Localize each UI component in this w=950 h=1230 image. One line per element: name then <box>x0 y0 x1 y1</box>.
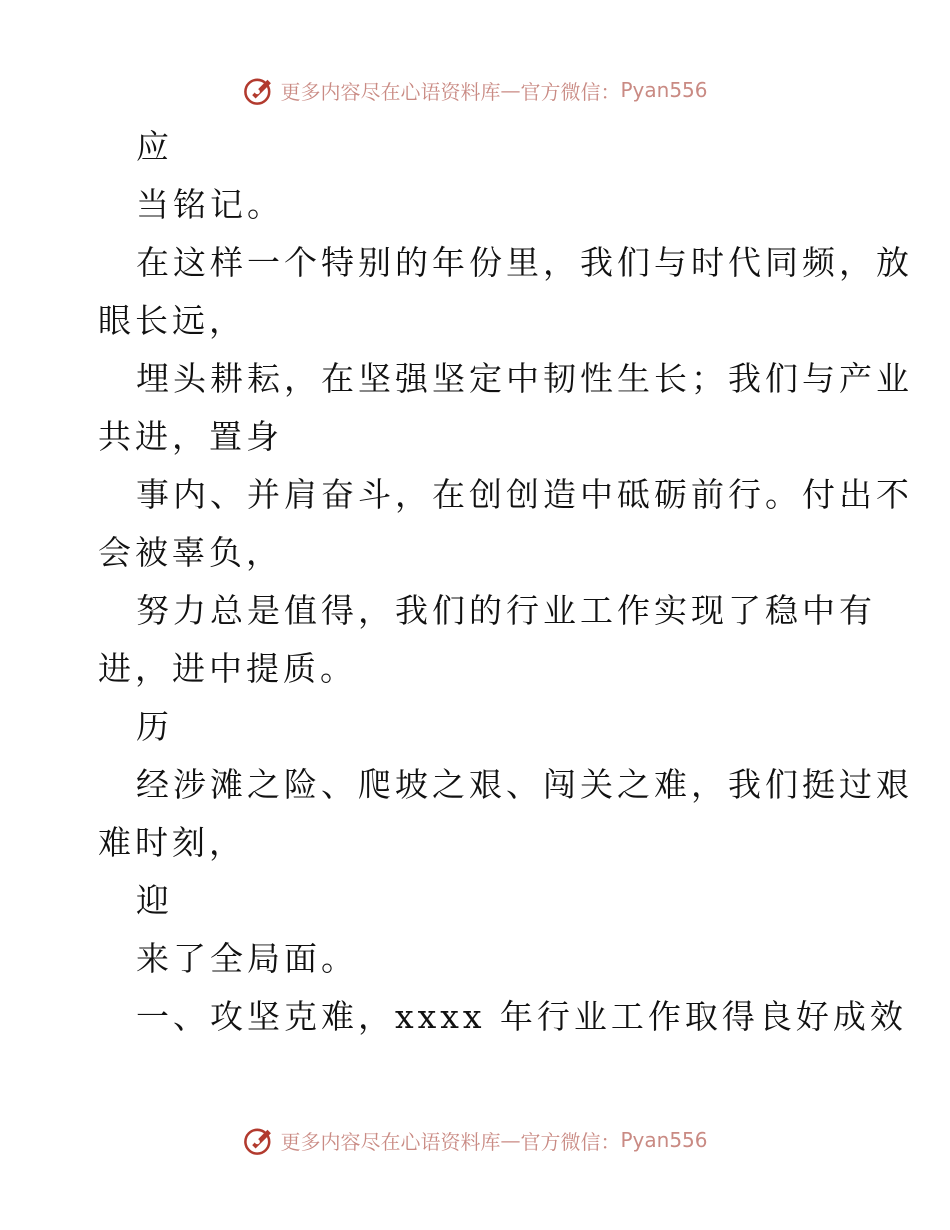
body-line: 事内、并肩奋斗，在创创造中砥砺前行。付出不 <box>136 475 913 514</box>
body-line: 难时刻， <box>98 823 246 862</box>
footer-brand-text: 更多内容尽在心语资料库 <box>280 1129 501 1154</box>
body-line: 眼长远， <box>98 301 246 340</box>
body-line: 应 <box>136 127 173 166</box>
body-line: 会被辜负， <box>98 533 283 572</box>
body-line: 共进，置身 <box>98 417 283 456</box>
footer-dash: — <box>500 1128 521 1152</box>
body-line: 埋头耕耘，在坚强坚定中韧性生长；我们与产业 <box>136 359 913 398</box>
header-banner <box>0 70 950 110</box>
footer-banner <box>0 1120 950 1160</box>
pen-logo-icon <box>242 1123 276 1157</box>
body-line: 迎 <box>136 881 173 920</box>
body-line: 一、攻坚克难，xxxx 年行业工作取得良好成效 <box>136 997 907 1036</box>
body-line: 努力总是值得，我们的行业工作实现了稳中有 <box>136 591 876 630</box>
header-wechat-label: 官方微信： <box>520 79 621 104</box>
body-line: 历 <box>136 707 173 746</box>
header-brand-text: 更多内容尽在心语资料库 <box>280 79 501 104</box>
header-wechat-id: Pyan556 <box>620 78 708 102</box>
body-line: 进，进中提质。 <box>98 649 357 688</box>
body-line: 当铭记。 <box>136 185 284 224</box>
header-dash: — <box>500 78 521 102</box>
body-line: 经涉滩之险、爬坡之艰、闯关之难，我们挺过艰 <box>136 765 913 804</box>
body-line: 来了全局面。 <box>136 939 358 978</box>
pen-logo-icon <box>242 73 276 107</box>
footer-wechat-label: 官方微信： <box>520 1129 621 1154</box>
body-line: 在这样一个特别的年份里，我们与时代同频，放 <box>136 243 913 282</box>
document-body <box>98 118 913 1046</box>
footer-wechat-id: Pyan556 <box>620 1128 708 1152</box>
